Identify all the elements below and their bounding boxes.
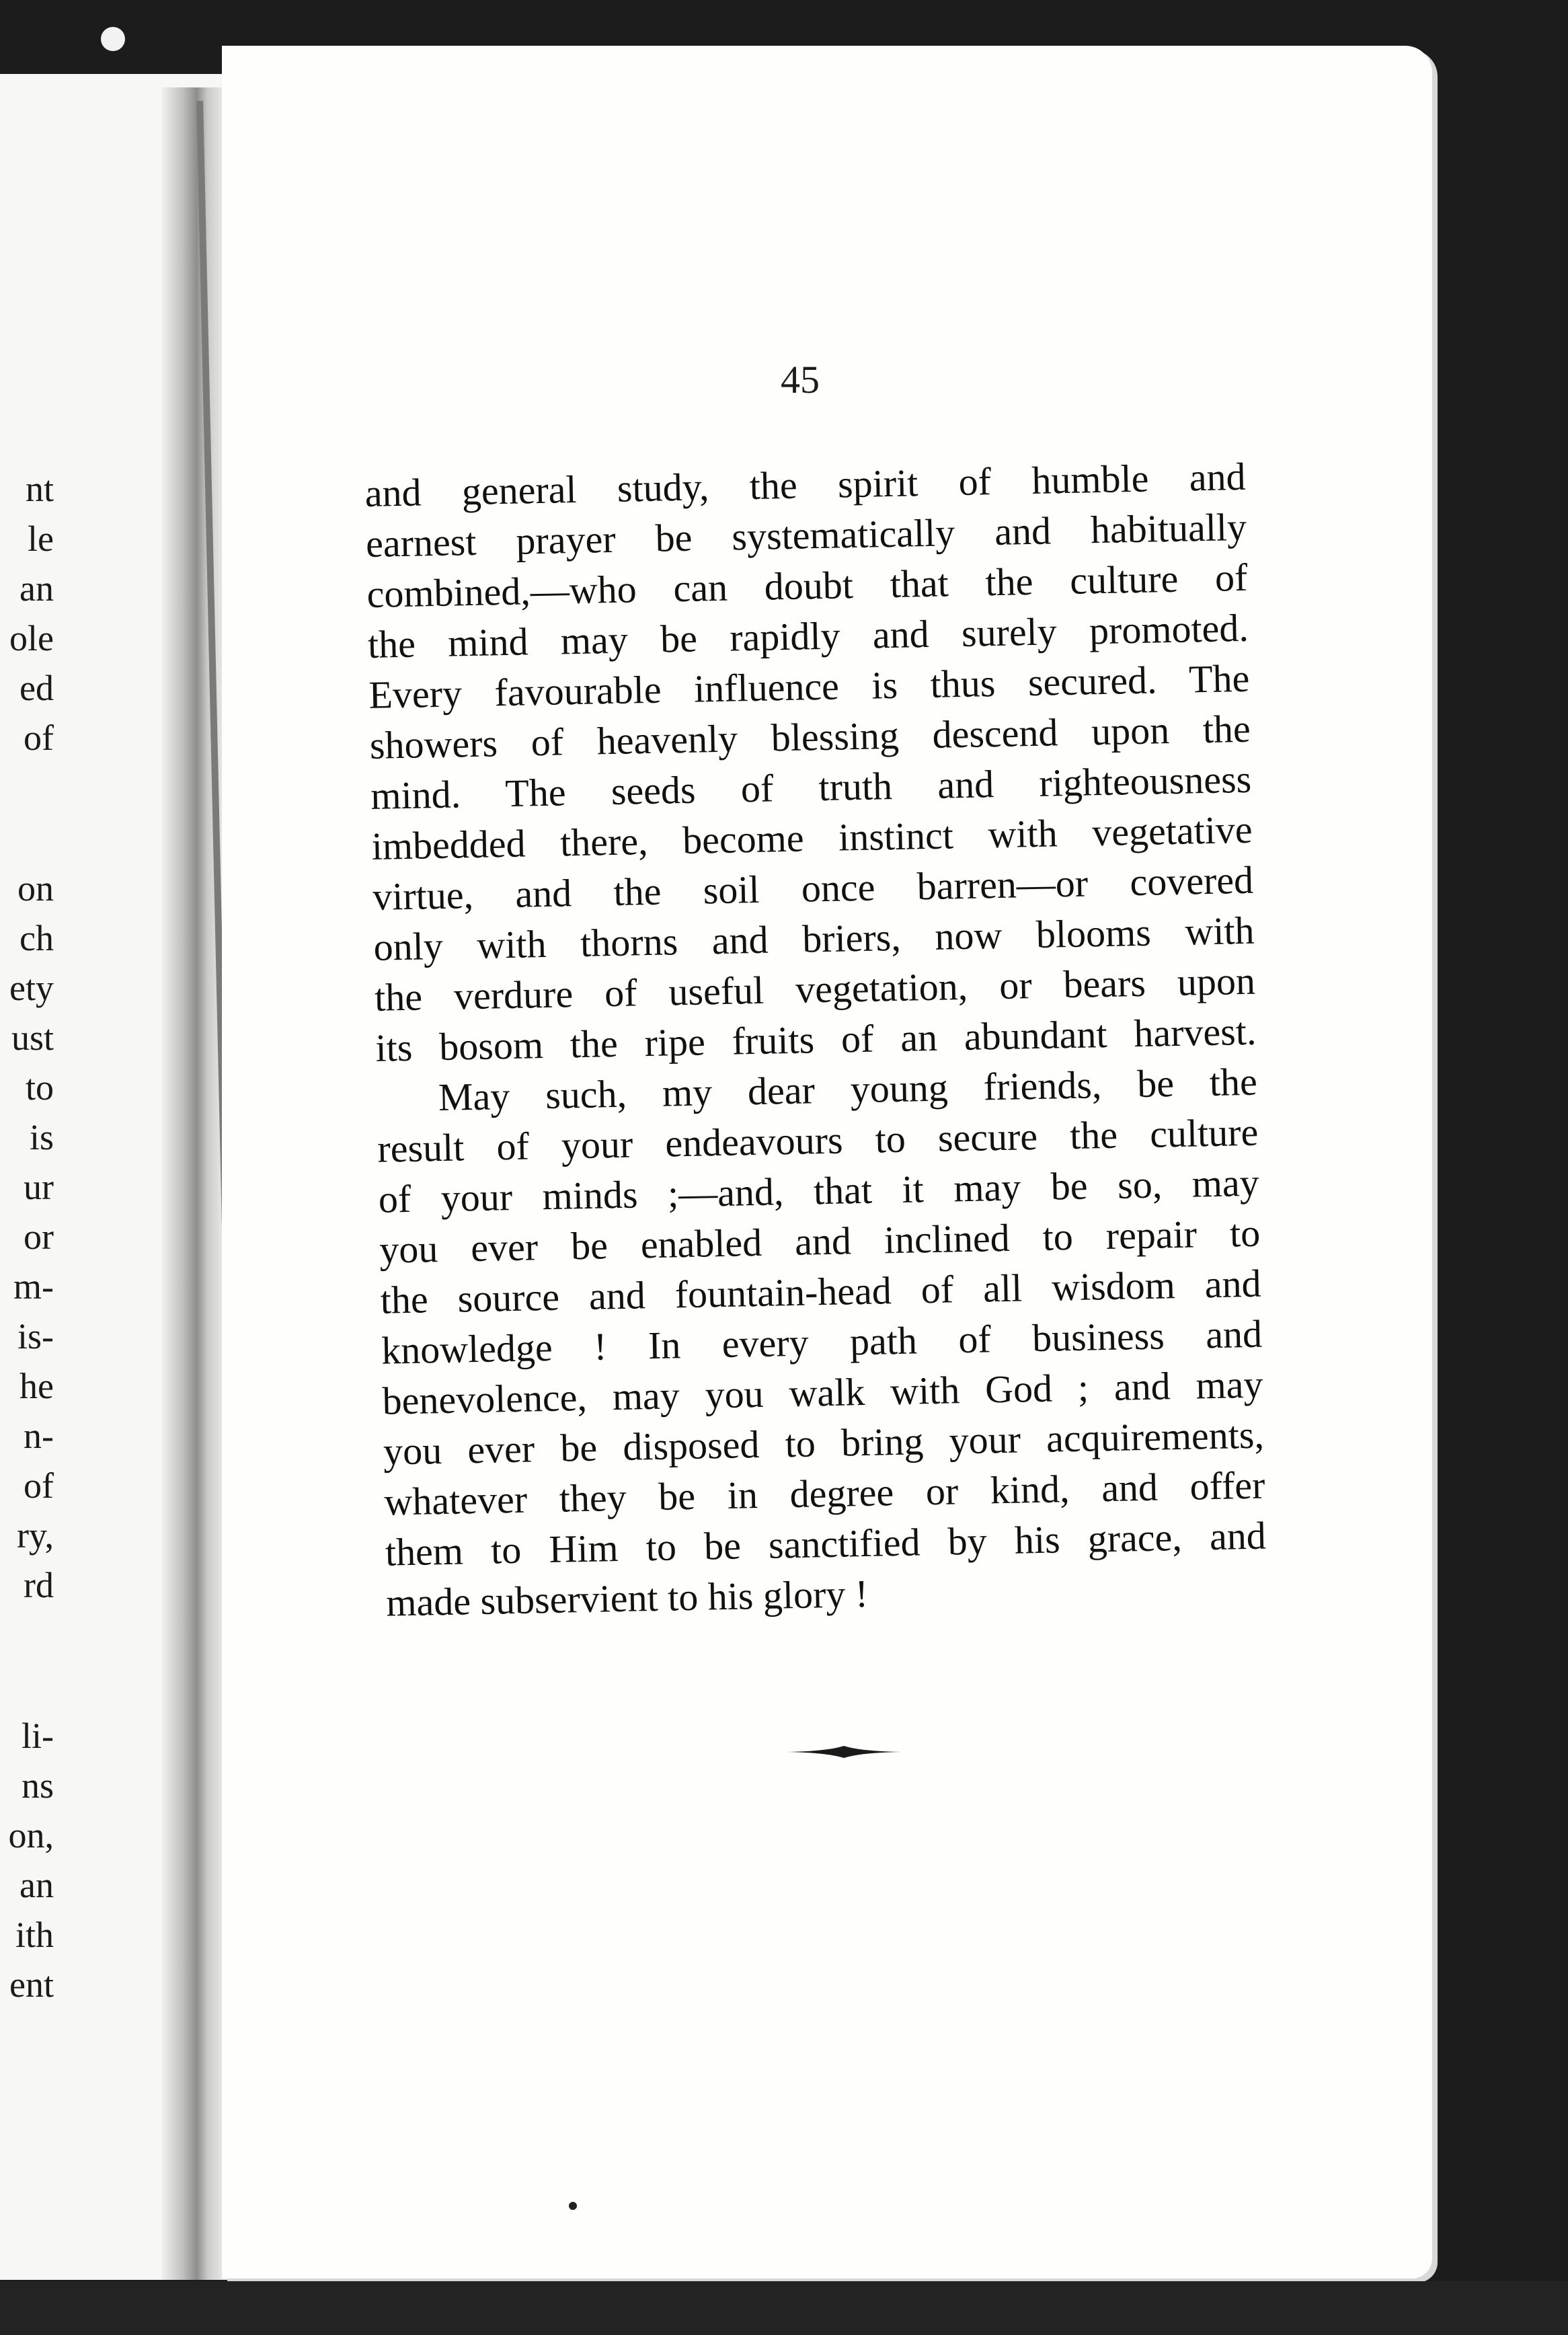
facing-line: ety [9,968,54,1008]
facing-line: ns [21,1765,54,1806]
facing-line: is- [17,1316,54,1356]
text-line: mind. The seeds of truth and righteousness [370,757,1252,818]
facing-line: rd [24,1565,54,1605]
facing-line: n- [24,1416,54,1456]
text-line: the mind may be rapidly and surely promoted. [367,605,1249,666]
facing-page-text [0,464,54,2009]
text-line: May such, my dear young friends, be the [438,1059,1258,1120]
ornament-divider [787,1742,901,1762]
facing-line: nt [25,469,54,509]
facing-line: is [29,1117,54,1157]
facing-line: li- [22,1716,54,1756]
facing-line: an [19,1865,54,1905]
facing-line: or [24,1217,54,1257]
scan-bottom-edge [0,2281,1568,2335]
body-text [364,451,1267,1628]
text-line: and general study, the spirit of humble and [364,454,1247,515]
facing-line: ch [19,918,54,958]
text-line: made subservient to his glory ! [385,1571,869,1625]
book-page [222,46,1432,2279]
text-line: virtue, and the soil once barren—or covered [372,857,1254,919]
facing-line: of [24,718,54,758]
text-line: result of your endeavours to secure the culture [377,1110,1259,1171]
text-line: earnest prayer be systematically and habitually [365,504,1247,566]
text-line: Every favourable influence is thus secured. The [368,656,1250,717]
text-line: its bosom the ripe fruits of an abundant harvest. [375,1009,1257,1070]
facing-line: on [17,868,54,909]
paragraph-gap [0,763,54,864]
facing-line: to [25,1067,54,1108]
page-number: 45 [781,358,820,401]
text-line: showers of heavenly blessing descend upon the [369,706,1251,767]
text-line: combined,—who can doubt that the culture of [366,555,1248,616]
ornament-divider-shape [787,1746,901,1758]
text-line: whatever they be in degree or kind, and offer [383,1463,1265,1524]
text-line: only with thorns and briers, now blooms with [373,908,1255,969]
ink-speck [569,2202,577,2210]
text-line: you ever be enabled and inclined to repair to [379,1211,1261,1272]
facing-line: on, [8,1815,54,1855]
facing-line: he [19,1366,54,1406]
facing-line: ole [9,618,54,658]
text-line: knowledge ! In every path of business and [381,1311,1263,1373]
facing-line: an [19,568,54,609]
text-line: you ever be disposed to bring your acquirements, [383,1412,1265,1473]
facing-line: m- [13,1266,54,1307]
facing-line: ry, [17,1515,54,1556]
facing-line: of [24,1465,54,1506]
text-line: the source and fountain-head of all wisdom and [380,1261,1262,1322]
facing-line: ust [11,1018,54,1058]
facing-line: ent [9,1964,54,2005]
paragraph-gap [0,1610,54,1711]
text-line: imbedded there, become instinct with vegetative [371,807,1253,868]
dust-speck [101,27,125,51]
text-line: of your minds ;—and, that it may be so, may [378,1160,1260,1221]
text-line: benevolence, may you walk with God ; and may [382,1362,1264,1423]
facing-line: ur [24,1167,54,1207]
text-line: them to Him to be sanctified by his grace, and [385,1513,1267,1574]
text-line: the verdure of useful vegetation, or bears upon [374,958,1256,1020]
facing-line: ed [19,668,54,708]
facing-line: le [28,519,54,559]
facing-line: ith [15,1915,54,1955]
